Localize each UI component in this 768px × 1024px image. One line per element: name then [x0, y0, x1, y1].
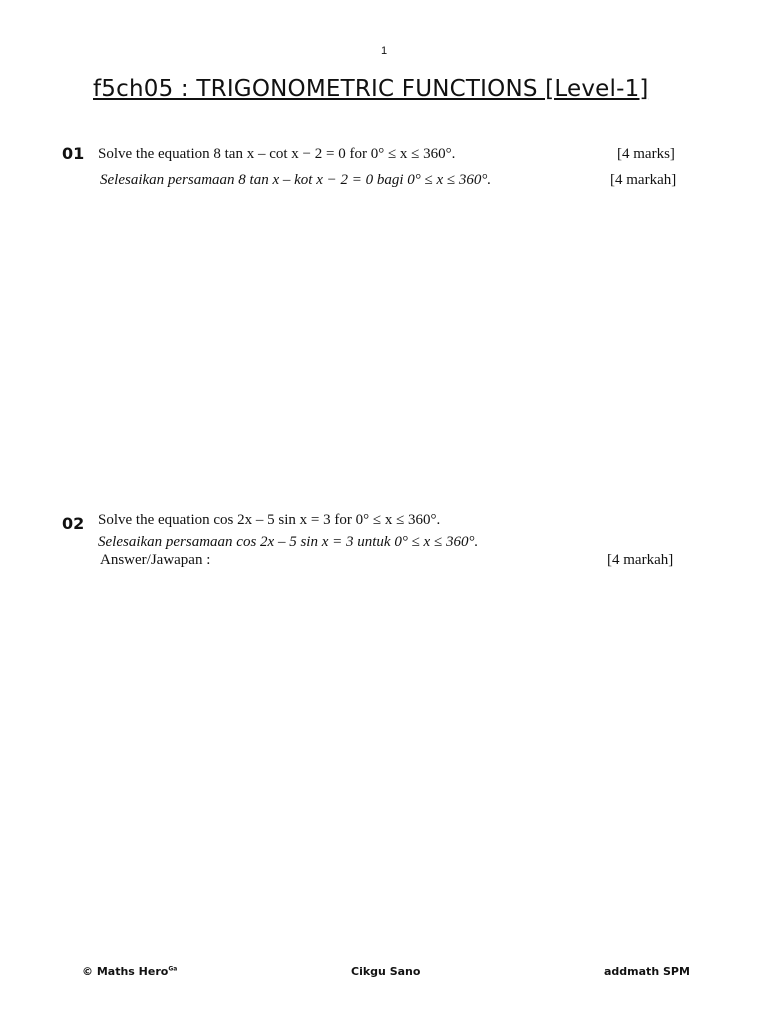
- question-1-text-english: Solve the equation 8 tan x – cot x − 2 = 0 for 0° ≤ x ≤ 360°.: [98, 146, 456, 162]
- footer-subject: addmath SPM: [604, 965, 690, 978]
- footer-copyright: © Maths Hero$^{Ga}$: [82, 965, 178, 978]
- question-2-text-malay: Selesaikan persamaan cos 2x – 5 sin x = 3 untuk 0° ≤ x ≤ 360°.: [98, 534, 479, 550]
- page-title: f5ch05 : TRIGONOMETRIC FUNCTIONS [Level-1]: [93, 76, 649, 102]
- question-1-marks-english: [4 marks]: [617, 146, 675, 162]
- question-2-answer-label: Answer/Jawapan :: [100, 552, 211, 568]
- question-2-marks-malay: [4 markah]: [607, 552, 674, 568]
- question-1-marks-malay: [4 markah]: [610, 172, 677, 188]
- question-1-number: 01: [62, 144, 85, 163]
- question-2-number: 02: [62, 514, 85, 533]
- footer-author: Cikgu Sano: [351, 965, 421, 978]
- question-2-text-english: Solve the equation cos 2x – 5 sin x = 3 for 0° ≤ x ≤ 360°.: [98, 512, 441, 528]
- question-1-text-malay: Selesaikan persamaan 8 tan x – kot x − 2 = 0 bagi 0° ≤ x ≤ 360°.: [100, 172, 492, 188]
- footer-copyright-superscript: Ga: [168, 965, 178, 973]
- page-number: 1: [380, 45, 388, 57]
